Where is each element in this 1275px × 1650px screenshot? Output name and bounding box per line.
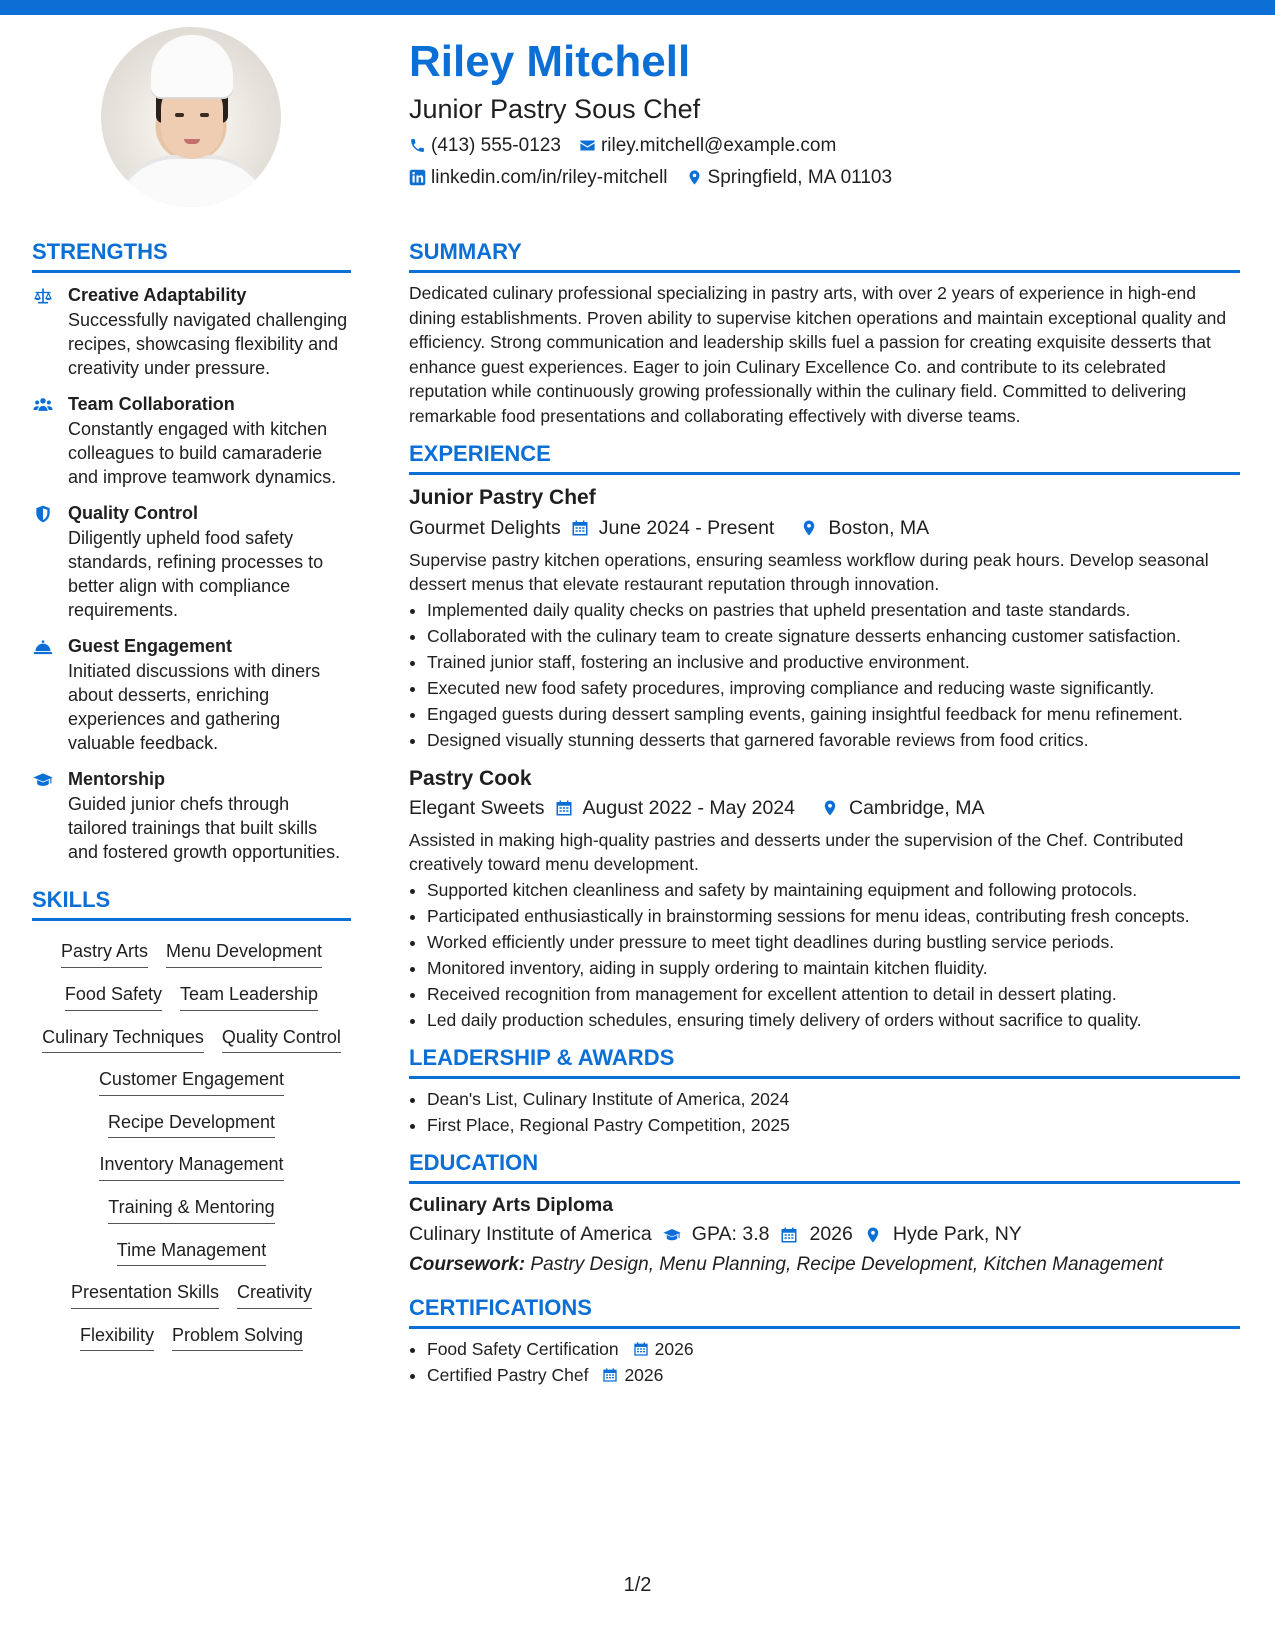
list-item: • Supported kitchen cleanliness and safety by maintaining equipment and following protocols. (427, 878, 1240, 902)
skill-tag: Training & Mentoring (108, 1197, 274, 1224)
skill-tag: Menu Development (166, 941, 322, 968)
map-pin-icon (686, 169, 703, 186)
email-text: riley.mitchell@example.com (600, 135, 837, 156)
skill-tag: Team Leadership (180, 984, 318, 1011)
map-pin-icon (821, 799, 839, 817)
strength-desc: Guided junior chefs through tailored trainings that built skills and fostered growth opportunities. (68, 794, 341, 863)
job-entry (409, 766, 1240, 1032)
list-item (427, 1337, 1240, 1361)
strength-name: Team Collaboration (68, 394, 235, 415)
graduation-cap-icon (32, 770, 54, 790)
strength-name: Mentorship (68, 769, 165, 790)
list-item: • Participated enthusiastically in brainstorming sessions for menu ideas, contributing fresh concepts. (427, 904, 1240, 928)
list-item: • Designed visually stunning desserts that garnered favorable reviews from food critics. (427, 728, 1240, 752)
job-title: Pastry Cook (409, 766, 532, 790)
cert-name: • Food Safety Certification (427, 1339, 619, 1360)
service-bell-icon (32, 637, 54, 657)
calendar-icon (555, 799, 573, 817)
strength-item (32, 394, 351, 489)
certifications-heading: CERTIFICATIONS (409, 1296, 1240, 1329)
contact-row-2 (409, 168, 892, 187)
users-icon (32, 395, 54, 415)
calendar-icon (571, 519, 589, 537)
list-item: • Monitored inventory, aiding in supply ordering to maintain kitchen fluidity. (427, 956, 1240, 980)
envelope-icon (579, 137, 596, 154)
contact-linkedin[interactable] (409, 168, 668, 187)
strength-desc: Successfully navigated challenging recipes, showcasing flexibility and creativity under pressure. (68, 310, 348, 379)
list-item: • Dean's List, Culinary Institute of America, 2024 (427, 1087, 1240, 1111)
cert-year: 2026 (654, 1339, 694, 1360)
skill-tag: Creativity (237, 1282, 312, 1309)
education-section (409, 1151, 1240, 1276)
candidate-name: Riley Mitchell (409, 37, 691, 86)
experience-section (409, 442, 1240, 1032)
calendar-icon (633, 1341, 649, 1357)
skill-tag: Flexibility (80, 1325, 154, 1352)
strength-desc: Initiated discussions with diners about desserts, enriching experiences and gathering valuable feedback. (68, 661, 321, 754)
leadership-heading: LEADERSHIP & AWARDS (409, 1046, 1240, 1079)
strength-item (32, 769, 351, 864)
contact-location (686, 168, 893, 187)
top-accent-bar (0, 0, 1275, 15)
strengths-heading: STRENGTHS (32, 240, 351, 273)
coursework-text: Pastry Design, Menu Planning, Recipe Development, Kitchen Management (530, 1254, 1164, 1276)
cert-year: 2026 (624, 1365, 664, 1386)
list-item: • Implemented daily quality checks on pastries that upheld presentation and taste standards. (427, 598, 1240, 622)
list-item: • Led daily production schedules, ensuring timely delivery of orders without sacrifice to quality. (427, 1008, 1240, 1032)
job-meta (409, 797, 1240, 820)
skills-heading: SKILLS (32, 888, 351, 921)
strength-item (32, 503, 351, 622)
experience-heading: EXPERIENCE (409, 442, 1240, 475)
job-title: Junior Pastry Chef (409, 486, 596, 510)
photo-mouth (184, 139, 200, 144)
skill-tag: Pastry Arts (61, 941, 148, 968)
education-location: Hyde Park, NY (892, 1223, 1022, 1246)
job-company: Elegant Sweets (409, 796, 545, 819)
strength-name: Guest Engagement (68, 636, 233, 657)
page-number: 1/2 (623, 1574, 652, 1596)
strength-name: Creative Adaptability (68, 285, 247, 306)
skill-tag: Time Management (117, 1240, 266, 1267)
candidate-title: Junior Pastry Sous Chef (409, 94, 701, 124)
skills-list (32, 941, 351, 1351)
job-entry (409, 485, 1240, 751)
contact-row-1 (409, 136, 892, 155)
location-text: Springfield, MA 01103 (707, 167, 893, 188)
list-item: • Received recognition from management for excellent attention to detail in dessert plating. (427, 982, 1240, 1006)
job-location: Boston, MA (828, 516, 930, 539)
job-meta (409, 517, 1240, 540)
scale-icon (32, 286, 54, 306)
skill-tag: Inventory Management (99, 1154, 283, 1181)
list-item: • Collaborated with the culinary team to create signature desserts enhancing customer satisfaction. (427, 624, 1240, 648)
skill-tag: Customer Engagement (99, 1069, 284, 1096)
job-dates: June 2024 - Present (598, 516, 775, 539)
photo-eye-right (200, 113, 209, 117)
graduation-cap-icon (662, 1226, 682, 1244)
gpa-text: GPA: 3.8 (691, 1223, 770, 1246)
summary-heading: SUMMARY (409, 240, 1240, 273)
summary-text: Dedicated culinary professional specializing in pastry arts, with over 2 years of experience in high-end dining establishments. Proven ability to supervise kitchen operations and maintain exceptional quality and efficiency. Strong communication and leadership skills fuel a passion for creating exquisite desserts that enhance guest experiences. Eager to join Culinary Excellence Co. and contribute to its celebrated reputation while continuously growing professionally within the culinary field. Committed to delivering remarkable food presentations and collaborating effectively with diverse teams. (409, 283, 1227, 426)
strength-desc: Constantly engaged with kitchen colleagues to build camaraderie and improve teamwork dynamics. (68, 419, 337, 488)
education-heading: EDUCATION (409, 1151, 1240, 1184)
contact-email[interactable] (579, 136, 836, 155)
degree-title: Culinary Arts Diploma (409, 1194, 614, 1217)
linkedin-icon (409, 169, 426, 186)
strength-desc: Diligently upheld food safety standards, refining processes to better align with compliance requirements. (68, 528, 324, 621)
job-location: Cambridge, MA (849, 796, 985, 819)
skill-tag: Culinary Techniques (42, 1027, 204, 1054)
linkedin-text: linkedin.com/in/riley-mitchell (431, 167, 668, 188)
strength-item (32, 636, 351, 755)
list-item: • First Place, Regional Pastry Competition, 2025 (427, 1113, 1240, 1137)
calendar-icon (779, 1226, 799, 1244)
skill-tag: Quality Control (222, 1027, 341, 1054)
list-item: • Engaged guests during dessert sampling events, gaining insightful feedback for menu refinement. (427, 702, 1240, 726)
skill-tag: Food Safety (65, 984, 162, 1011)
certifications-list (409, 1337, 1240, 1387)
list-item (427, 1363, 1240, 1387)
map-pin-icon (800, 519, 818, 537)
coursework-label: Coursework: (409, 1254, 526, 1276)
education-year: 2026 (809, 1223, 853, 1246)
profile-photo (101, 27, 281, 207)
photo-chef-coat (115, 155, 269, 207)
job-description: Assisted in making high-quality pastries and desserts under the supervision of the Chef. Contributed creatively toward menu development. (409, 829, 1184, 874)
contact-phone[interactable] (409, 136, 561, 155)
list-item: • Worked efficiently under pressure to meet tight deadlines during bustling service periods. (427, 930, 1240, 954)
calendar-icon (602, 1367, 618, 1383)
job-bullets (409, 598, 1240, 752)
education-meta (409, 1223, 1240, 1246)
cert-name: • Certified Pastry Chef (427, 1365, 589, 1386)
coursework-line (409, 1254, 1240, 1276)
resume-header (409, 37, 893, 188)
left-column (32, 240, 351, 1351)
certifications-section (409, 1296, 1240, 1387)
strength-item (32, 285, 351, 380)
job-company: Gourmet Delights (409, 516, 561, 539)
leadership-list (409, 1087, 1240, 1137)
photo-eye-left (175, 113, 184, 117)
phone-icon (409, 137, 426, 154)
map-pin-icon (863, 1226, 883, 1244)
job-bullets (409, 878, 1240, 1032)
skill-tag: Recipe Development (108, 1112, 275, 1139)
shield-icon (32, 504, 54, 524)
phone-text: (413) 555-0123 (431, 135, 561, 156)
strength-name: Quality Control (68, 503, 198, 524)
right-column (409, 240, 1240, 1389)
skill-tag: Problem Solving (172, 1325, 303, 1352)
photo-chef-hat (151, 35, 233, 97)
leadership-section (409, 1046, 1240, 1137)
skill-tag: Presentation Skills (71, 1282, 219, 1309)
list-item: • Trained junior staff, fostering an inclusive and productive environment. (427, 650, 1240, 674)
job-dates: August 2022 - May 2024 (582, 796, 795, 819)
school-name: Culinary Institute of America (409, 1223, 652, 1246)
list-item: • Executed new food safety procedures, improving compliance and reducing waste significantly. (427, 676, 1240, 700)
job-description: Supervise pastry kitchen operations, ensuring seamless workflow during peak hours. Develop seasonal dessert menus that elevate restaurant reputation through innovation. (409, 549, 1209, 594)
